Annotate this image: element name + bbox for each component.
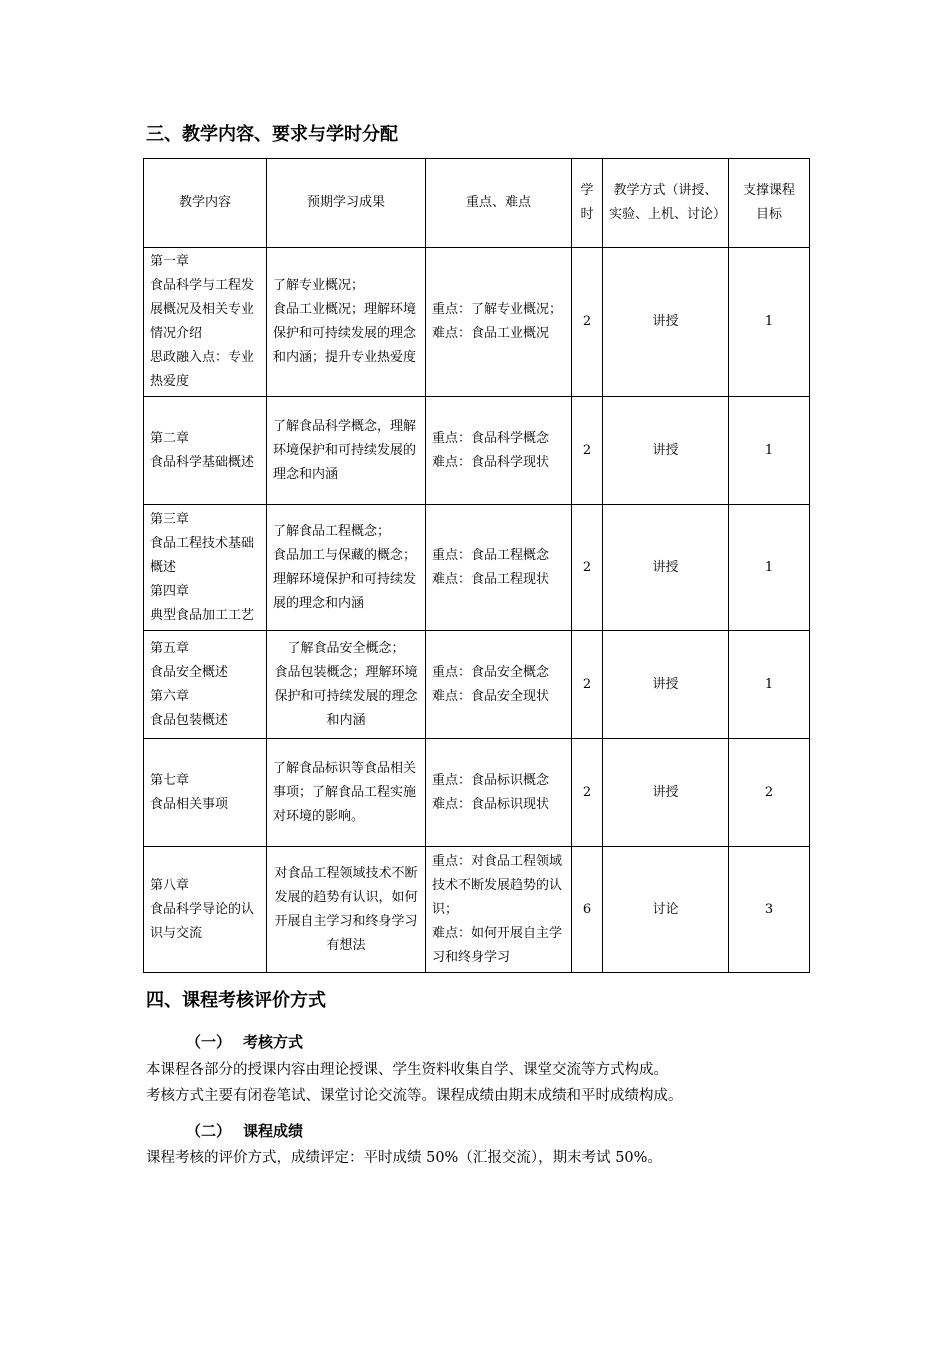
row-hours: 6 xyxy=(572,847,603,973)
table-row xyxy=(144,397,810,505)
row-hours: 2 xyxy=(572,505,603,631)
row-content: 第五章 食品安全概述 第六章 食品包装概述 xyxy=(144,631,267,739)
header-outcome: 预期学习成果 xyxy=(267,159,426,248)
row-keypoints: 重点：食品安全概念 难点：食品安全现状 xyxy=(426,631,572,739)
row-keypoints: 重点：食品标识概念 难点：食品标识现状 xyxy=(426,739,572,847)
row-content: 第二章 食品科学基础概述 xyxy=(144,397,267,505)
header-hours: 学 时 xyxy=(572,159,603,248)
table-row xyxy=(144,739,810,847)
subsection-assessment-method xyxy=(186,1031,303,1052)
row-content: 第七章 食品相关事项 xyxy=(144,739,267,847)
row-method: 讲授 xyxy=(603,248,729,397)
section-4-title: 四、课程考核评价方式 xyxy=(146,990,326,1011)
table-row xyxy=(144,631,810,739)
row-outcome: 对食品工程领域技术不断发展的趋势有认识，如何开展自主学习和终身学习有想法 xyxy=(267,847,426,973)
row-outcome: 了解专业概况； 食品工业概况；理解环境保护和可持续发展的理念和内涵；提升专业热爱度 xyxy=(267,248,426,397)
row-content: 第一章 食品科学与工程发展概况及相关专业情况介绍 思政融入点：专业热爱度 xyxy=(144,248,267,397)
row-outcome: 了解食品工程概念； 食品加工与保藏的概念；理解环境保护和可持续发展的理念和内涵 xyxy=(267,505,426,631)
row-outcome: 了解食品科学概念，理解环境保护和可持续发展的理念和内涵 xyxy=(267,397,426,505)
row-keypoints: 重点：了解专业概况； 难点：食品工业概况 xyxy=(426,248,572,397)
row-goal: 1 xyxy=(729,248,810,397)
row-keypoints: 重点：食品科学概念 难点：食品科学现状 xyxy=(426,397,572,505)
subsection-title: 考核方式 xyxy=(243,1033,304,1051)
row-outcome: 了解食品标识等食品相关事项；了解食品工程实施对环境的影响。 xyxy=(267,739,426,847)
paragraph: 课程考核的评价方式，成绩评定：平时成绩 50%（汇报交流），期末考试 50%。 xyxy=(146,1150,662,1166)
row-keypoints: 重点：对食品工程领域技术不断发展趋势的认识； 难点：如何开展自主学习和终身学习 xyxy=(426,847,572,973)
row-method: 讲授 xyxy=(603,631,729,739)
row-goal: 2 xyxy=(729,739,810,847)
row-goal: 3 xyxy=(729,847,810,973)
row-method: 讲授 xyxy=(603,397,729,505)
row-hours: 2 xyxy=(572,248,603,397)
row-outcome: 了解食品安全概念； 食品包装概念；理解环境保护和可持续发展的理念和内涵 xyxy=(267,631,426,739)
subsection-course-grade xyxy=(186,1120,303,1141)
row-method: 讲授 xyxy=(603,505,729,631)
header-content: 教学内容 xyxy=(144,159,267,248)
paragraph: 考核方式主要有闭卷笔试、课堂讨论交流等。课程成绩由期末成绩和平时成绩构成。 xyxy=(146,1088,683,1104)
row-hours: 2 xyxy=(572,739,603,847)
header-goal: 支撑课程 目标 xyxy=(729,159,810,248)
teaching-content-table xyxy=(143,158,810,973)
subsection-title: 课程成绩 xyxy=(243,1122,304,1140)
header-method: 教学方式（讲授、 实验、上机、讨论） xyxy=(603,159,729,248)
row-keypoints: 重点：食品工程概念 难点：食品工程现状 xyxy=(426,505,572,631)
subsection-number: （一） xyxy=(186,1033,232,1051)
row-goal: 1 xyxy=(729,631,810,739)
subsection-number: （二） xyxy=(186,1122,232,1140)
row-hours: 2 xyxy=(572,397,603,505)
row-goal: 1 xyxy=(729,505,810,631)
table-row xyxy=(144,248,810,397)
table-header-row xyxy=(144,159,810,248)
row-method: 讨论 xyxy=(603,847,729,973)
table-row xyxy=(144,847,810,973)
table-row xyxy=(144,505,810,631)
header-keypoints: 重点、难点 xyxy=(426,159,572,248)
row-content: 第八章 食品科学导论的认识与交流 xyxy=(144,847,267,973)
row-hours: 2 xyxy=(572,631,603,739)
paragraph: 本课程各部分的授课内容由理论授课、学生资料收集自学、课堂交流等方式构成。 xyxy=(146,1062,668,1078)
row-method: 讲授 xyxy=(603,739,729,847)
row-content: 第三章 食品工程技术基础概述 第四章 典型食品加工工艺 xyxy=(144,505,267,631)
section-3-title: 三、教学内容、要求与学时分配 xyxy=(146,124,398,145)
row-goal: 1 xyxy=(729,397,810,505)
